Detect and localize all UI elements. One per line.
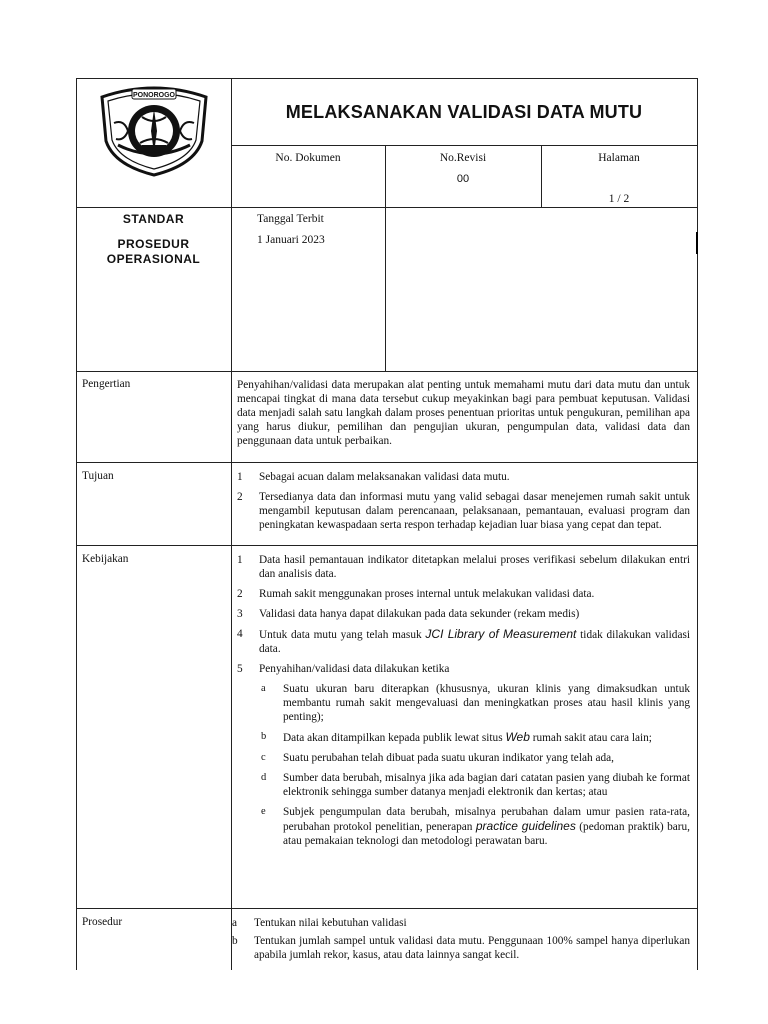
- kebijakan-bottom-divider: [76, 908, 698, 909]
- list-text: Data hasil pemantauan indikator ditetapkan melalui proses verifikasi sebelum dilakukan entri dan analisis data.: [259, 554, 690, 580]
- jci-library-term: JCI Library of Measurement: [425, 627, 577, 641]
- logo-lettering: PONOROGO: [132, 92, 176, 99]
- list-text: Tentukan nilai kebutuhan validasi: [254, 917, 407, 929]
- sub-list-item: [261, 751, 690, 765]
- sub-list-letter: a: [261, 683, 266, 694]
- sub-list-text: Suatu perubahan telah dibuat pada suatu ukuran indikator yang telah ada,: [283, 752, 614, 764]
- list-letter: b: [232, 935, 238, 947]
- pengertian-text: Penyahihan/validasi data merupakan alat penting untuk memahami mutu dari data mutu dan untuk mencapai tingkat di mana data tersebut cukup meyakinkan bagi para pembuat keputusan. Validasi data menjadi salah satu langkah dalam proses penentuan prioritas untuk pengukuran, pemilihan apa yang harus diukur, pemilihan dan pengujian ukuran, pengumpulan data, validasi data dan penggunaan data untuk perbaikan.: [237, 379, 690, 447]
- page-edge-marker: [696, 232, 698, 254]
- halaman-value: 1 / 2: [608, 193, 630, 205]
- sub-text-part: rumah sakit atau cara lain;: [529, 732, 652, 744]
- prosedur-list: [232, 916, 690, 968]
- sub-list-text: [283, 805, 690, 848]
- sub-list-item: [261, 730, 690, 745]
- list-item: [237, 470, 690, 484]
- tujuan-label: Tujuan: [82, 470, 114, 482]
- kebijakan-list: [237, 553, 690, 854]
- list-item: [237, 627, 690, 656]
- list-text-part: Untuk data mutu yang telah masuk: [259, 629, 426, 641]
- list-number: 3: [237, 608, 243, 620]
- halaman-label: Halaman: [598, 152, 640, 164]
- list-number: 5: [237, 663, 243, 675]
- sub-list-text: [283, 730, 690, 745]
- list-item: [237, 490, 690, 532]
- document-title: MELAKSANAKAN VALIDASI DATA MUTU: [285, 102, 643, 122]
- no-revisi-value: 00: [456, 173, 470, 185]
- sub-text-part: (pedoman praktik) baru, atau pemakaian teknologi dan metodologi perawatan baru.: [283, 821, 690, 847]
- table-border-right-top: [697, 78, 698, 233]
- list-text: Tersedianya data dan informasi mutu yang valid sebagai dasar menejemen rumah sakit untuk mengambil keputusan dalam perencanaan, pelaksanaan, pemantauan, evaluasi program dan peningkatan kewaspadaan serta respon terhadap kejadian luar biasa yang cepat dan tepat.: [259, 491, 690, 531]
- prosedur-row-label: Prosedur: [82, 916, 123, 928]
- list-item: [232, 916, 690, 930]
- sub-list-item: [261, 682, 690, 724]
- list-text: Sebagai acuan dalam melaksanakan validasi data mutu.: [259, 471, 510, 483]
- sub-list-text: Sumber data berubah, misalnya jika ada bagian dari catatan pasien yang diubah ke format elektronik sehingga sumber datanya menjadi elektronik dan kertas; atau: [283, 772, 690, 798]
- tujuan-list: [237, 470, 690, 538]
- sub-text-part: Subjek pengumpulan data berubah, misalnya perubahan dalam umur pasien rata-rata, perubahan protokol penelitian, penerapan: [283, 806, 690, 833]
- list-text: Tentukan jumlah sampel untuk validasi data mutu. Penggunaan 100% sampel hanya diperlukan apabila jumlah rekor, kasus, atau data lainnya sangat kecil.: [254, 935, 690, 961]
- no-revisi-label: No.Revisi: [439, 152, 487, 164]
- list-text-part: tidak dilakukan validasi data.: [259, 629, 691, 655]
- table-border-top: [76, 78, 698, 79]
- sub-list-letter: b: [261, 731, 267, 742]
- no-dokumen-label: No. Dokumen: [275, 152, 341, 164]
- list-item: [237, 662, 690, 676]
- sub-text-part: Data akan ditampilkan kepada publik lewat situs: [283, 732, 506, 744]
- tanggal-terbit-label: Tanggal Terbit: [257, 213, 324, 225]
- prosedur-label: PROSEDUR: [117, 237, 190, 251]
- pengertian-label: Pengertian: [82, 378, 131, 390]
- tujuan-bottom-divider: [76, 545, 698, 546]
- doc-info-row-divider: [76, 207, 698, 208]
- list-item: [232, 934, 690, 962]
- column-divider: [231, 78, 232, 970]
- logo-cell: [94, 83, 214, 177]
- list-item: [237, 607, 690, 621]
- list-number: 2: [237, 491, 243, 503]
- operasional-label: OPERASIONAL: [106, 252, 201, 266]
- sub-list-letter: c: [261, 752, 266, 763]
- list-item: [237, 553, 690, 581]
- standar-label: STANDAR: [122, 212, 185, 226]
- list-number: 4: [237, 628, 243, 640]
- table-border-right-bottom: [697, 253, 698, 970]
- sub-list-item: [261, 771, 690, 799]
- list-letter: a: [232, 917, 238, 929]
- pengertian-bottom-divider: [76, 462, 698, 463]
- sub-list-letter: d: [261, 772, 267, 783]
- list-number: 1: [237, 554, 243, 566]
- tanggal-terbit-value: 1 Januari 2023: [257, 234, 325, 246]
- sop-document: [76, 78, 698, 978]
- list-text: Validasi data hanya dapat dilakukan pada data sekunder (rekam medis): [259, 608, 580, 620]
- web-term: Web: [505, 730, 530, 744]
- list-text: Rumah sakit menggunakan proses internal untuk melakukan validasi data.: [259, 588, 595, 600]
- list-number: 2: [237, 588, 243, 600]
- list-number: 1: [237, 471, 243, 483]
- list-item: [237, 587, 690, 601]
- header-bottom-divider: [76, 371, 698, 372]
- practice-guidelines-term: practice guidelines: [475, 819, 576, 833]
- sub-list-letter: e: [261, 806, 266, 817]
- list-text: Penyahihan/validasi data dilakukan ketika: [259, 663, 450, 675]
- ponorogo-seal-logo: [94, 83, 214, 177]
- kebijakan-label: Kebijakan: [82, 553, 129, 565]
- title-row-divider: [231, 145, 698, 146]
- sop-table: [76, 78, 698, 978]
- sub-list-text: Suatu ukuran baru diterapkan (khususnya, ukuran klinis yang dimaksudkan untuk membantu rumah sakit mengevaluasi dan meningkatkan proses atau hasil klinis yang penting);: [283, 683, 690, 723]
- list-text: [259, 627, 690, 656]
- sub-list-item: [261, 805, 690, 848]
